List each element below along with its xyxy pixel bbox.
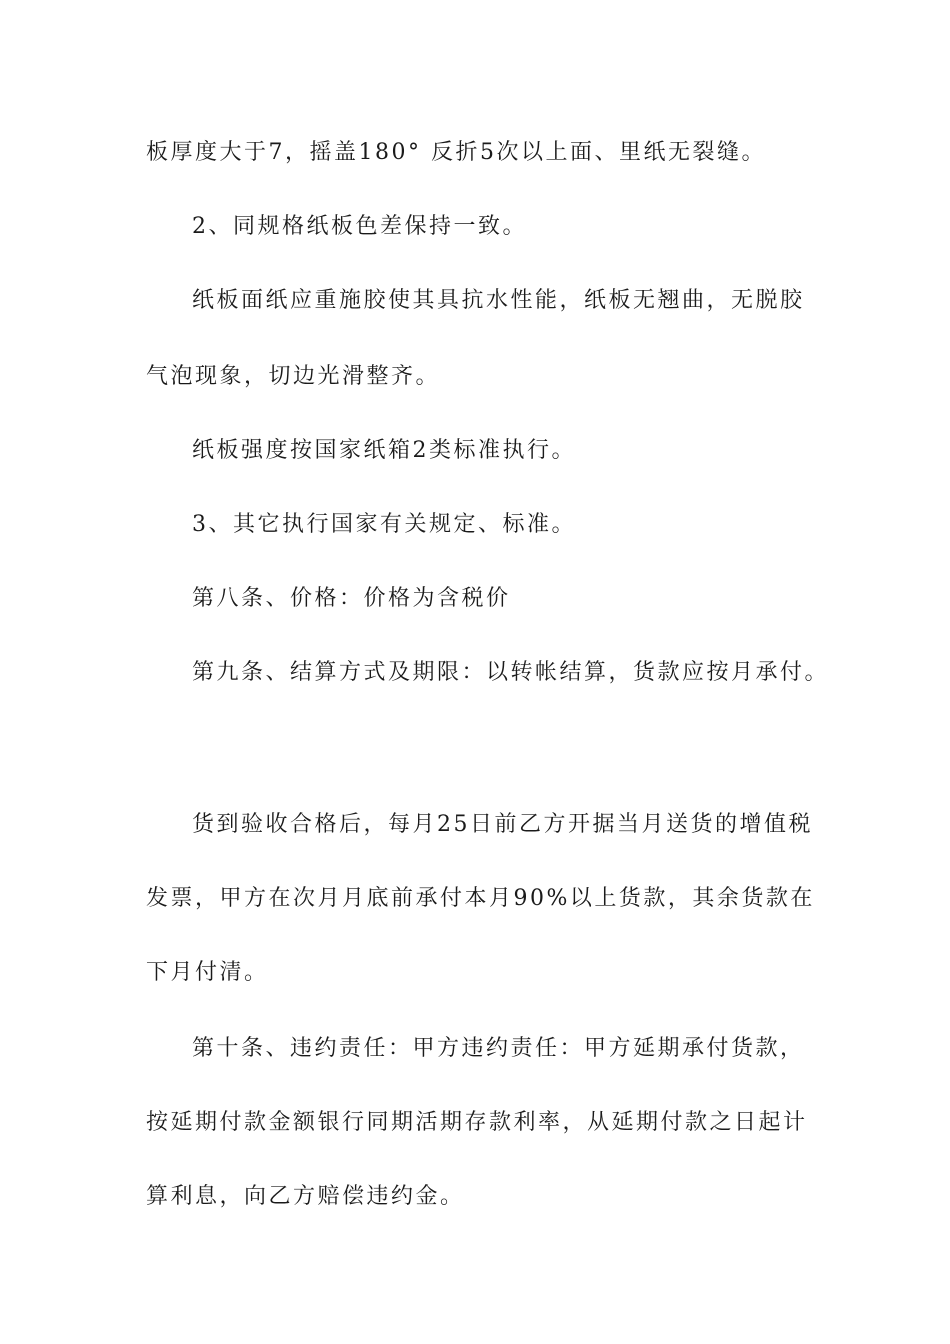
paragraph-line: 下月付清。: [146, 960, 269, 985]
paragraph-line: 板厚度大于7，摇盖180° 反折5次以上面、里纸无裂缝。: [146, 140, 766, 165]
paragraph-line: 纸板强度按国家纸箱2类标准执行。: [192, 438, 576, 463]
paragraph-line: 气泡现象，切边光滑整齐。: [146, 364, 441, 389]
paragraph-line: 2、同规格纸板色差保持一致。: [192, 214, 527, 239]
paragraph-line: 发票，甲方在次月月底前承付本月90%以上货款，其余货款在: [146, 886, 815, 911]
paragraph-line: 3、其它执行国家有关规定、标准。: [192, 512, 576, 537]
section-heading-article-8: 第八条、价格：价格为含税价: [192, 586, 511, 611]
paragraph-line: 按延期付款金额银行同期活期存款利率，从延期付款之日起计: [146, 1110, 808, 1135]
section-heading-article-9: 第九条、结算方式及期限：以转帐结算，货款应按月承付。: [192, 660, 830, 685]
paragraph-line: 纸板面纸应重施胶使其具抗水性能，纸板无翘曲，无脱胶: [192, 288, 805, 313]
paragraph-line: 货到验收合格后，每月25日前乙方开据当月送货的增值税: [192, 812, 813, 837]
section-heading-article-10: 第十条、违约责任：甲方违约责任：甲方延期承付货款，: [192, 1036, 805, 1061]
paragraph-line: 算利息，向乙方赔偿违约金。: [146, 1184, 465, 1209]
